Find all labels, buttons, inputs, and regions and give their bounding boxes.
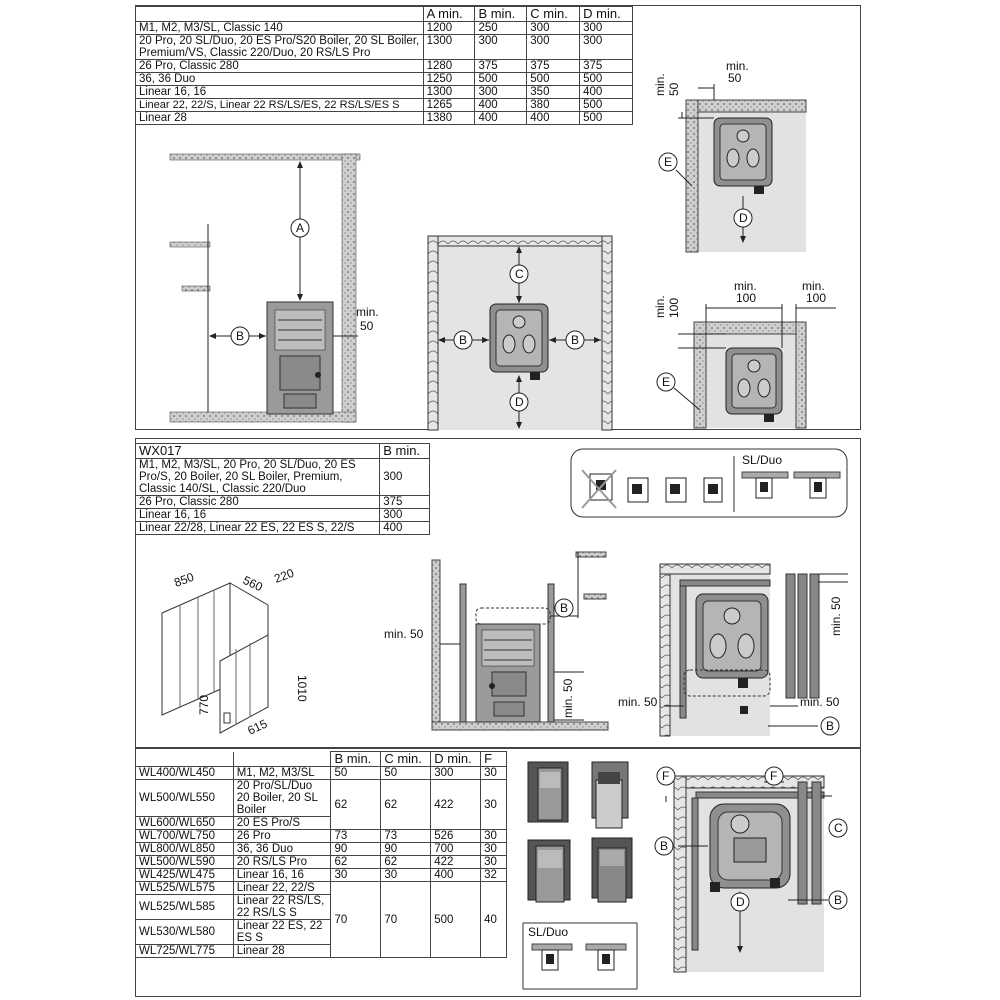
value-cell: 500: [580, 73, 633, 86]
table-header-row: [136, 752, 507, 767]
cover-strip-left: [680, 580, 686, 718]
value-cell: 1200: [423, 22, 475, 35]
value-cell: 375: [475, 60, 527, 73]
table-header-cell: WX017: [136, 444, 380, 459]
heater-stones: [598, 772, 620, 784]
value-cell: 73: [331, 830, 381, 843]
value-cell: 90: [381, 843, 431, 856]
heater-knob: [315, 372, 321, 378]
table-row: [136, 99, 633, 112]
label-F-left: F: [662, 769, 670, 783]
option-allowed-3: [704, 478, 722, 502]
table-header-cell: C min.: [527, 7, 580, 22]
value-cell: 1265: [423, 99, 475, 112]
value-cell: 1250: [423, 73, 475, 86]
min-a-text: min.: [653, 73, 667, 96]
value-cell: 62: [331, 856, 381, 869]
min-a-value: 50: [667, 82, 681, 96]
model-cell: Linear 28: [136, 112, 424, 125]
table-row: [136, 522, 430, 535]
heater-photos: [522, 754, 638, 914]
panel-cell: WL525/WL575: [136, 882, 234, 895]
value-cell: 300: [380, 459, 430, 496]
sl-duo-label: SL/Duo: [528, 925, 569, 939]
cover-panel-left: [460, 584, 466, 722]
value-cell: 1380: [423, 112, 475, 125]
table-row: [136, 882, 507, 895]
table-header-cell: B min.: [475, 7, 527, 22]
value-cell: 32: [481, 869, 507, 882]
dim-1010: 1010: [295, 675, 309, 702]
install-options-diagram: [570, 448, 850, 520]
wall-strip: [586, 944, 626, 950]
value-cell: 300: [527, 35, 580, 60]
panel-cell: WL600/WL650: [136, 817, 234, 830]
heater-stones: [540, 772, 560, 788]
clearance-table-wall-protection: [135, 751, 507, 958]
value-cell: 300: [380, 509, 430, 522]
label-C: C: [515, 267, 524, 281]
dim-220: 220: [272, 565, 296, 586]
min-50-right: min. 50: [800, 695, 840, 709]
min-a-value: 100: [667, 297, 681, 318]
heater-icon-body: [632, 484, 642, 494]
model-cell: 36, 36 Duo: [136, 73, 424, 86]
model-cell: Linear 22, 22/S: [233, 882, 331, 895]
min-c-value: 100: [806, 291, 827, 305]
min-b-text: min.: [726, 59, 749, 73]
heater-icon-body: [546, 954, 554, 964]
arrow-icon: [297, 294, 303, 301]
value-cell: 40: [481, 882, 507, 958]
model-cell: Linear 22/28, Linear 22 ES, 22 ES S, 22/S: [136, 522, 380, 535]
sl-duo-box: [522, 922, 642, 992]
table-row: [136, 35, 633, 60]
table-row: [136, 112, 633, 125]
heater-stones: [538, 850, 562, 868]
value-cell: 375: [580, 60, 633, 73]
model-cell: 20 Pro, 20 SL/Duo, 20 ES Pro/S20 Boiler, 20 SL Boiler, Premium/VS, Classic 220/Duo, 20 RS/LS Pro: [136, 35, 424, 60]
heater-element: [523, 335, 535, 353]
label-D: D: [739, 211, 748, 225]
heater-element: [503, 335, 515, 353]
heater-body: [596, 780, 622, 828]
value-cell: 250: [475, 22, 527, 35]
value-cell: 70: [381, 882, 431, 958]
table-header-row: [136, 444, 430, 459]
wall-top: [686, 100, 806, 112]
heater-element: [738, 634, 754, 658]
wall-strip: [794, 472, 840, 478]
side-panel: [810, 574, 819, 698]
value-cell: 30: [481, 767, 507, 780]
option-allowed-2: [666, 478, 686, 502]
corner-view-50-diagram: [650, 60, 810, 260]
model-cell: Linear 22, 22/S, Linear 22 RS/LS/ES, 22 RS/LS/ES S: [136, 99, 424, 112]
value-cell: 62: [381, 856, 431, 869]
corner-view-100-diagram: [650, 278, 840, 433]
value-cell: 500: [431, 882, 481, 958]
table-header-cell: B min.: [380, 444, 430, 459]
table-row: [136, 780, 507, 817]
table-row: [136, 73, 633, 86]
min-50-vert: min. 50: [829, 596, 843, 636]
label-E: E: [662, 375, 671, 389]
heater-stones: [482, 630, 534, 666]
model-cell: M1, M2, M3/SL: [233, 767, 331, 780]
value-cell: 526: [431, 830, 481, 843]
label-B-right: B: [834, 893, 843, 907]
label-B: B: [236, 329, 245, 343]
cover-panel-right: [548, 584, 554, 722]
heater-element: [748, 360, 760, 372]
wall-left: [674, 776, 686, 972]
value-cell: 400: [380, 522, 430, 535]
wall-left: [694, 322, 706, 428]
value-cell: 300: [431, 767, 481, 780]
label-D: D: [736, 895, 745, 909]
wall-left: [432, 560, 440, 730]
heater-foot: [530, 372, 540, 380]
label-B: B: [826, 719, 835, 733]
label-B-left: B: [459, 333, 468, 347]
panel-cell: WL725/WL775: [136, 945, 234, 958]
heater-icon-body: [814, 482, 822, 492]
value-cell: 375: [527, 60, 580, 73]
heater-stones: [600, 850, 624, 866]
bench-lower: [584, 594, 606, 599]
wall-left: [428, 236, 438, 430]
value-cell: 70: [331, 882, 381, 958]
value-cell: 500: [580, 112, 633, 125]
table-row: [136, 60, 633, 73]
model-cell: Linear 22 RS/LS, 22 RS/LS S: [233, 895, 331, 920]
clearance-table-heaters: [135, 6, 633, 125]
value-cell: 400: [580, 86, 633, 99]
min-a-text: min.: [653, 295, 667, 318]
model-cell: Linear 22 ES, 22 ES S: [233, 920, 331, 945]
panel-cell: WL500/WL590: [136, 856, 234, 869]
arrow-icon: [297, 161, 303, 168]
panel-cell: WL525/WL585: [136, 895, 234, 920]
side-panel: [798, 574, 807, 698]
heater-icon-body: [670, 484, 680, 494]
value-cell: 400: [475, 99, 527, 112]
value-cell: 400: [527, 112, 580, 125]
value-cell: 50: [331, 767, 381, 780]
bench-top: [170, 242, 210, 247]
table-header-cell: D min.: [580, 7, 633, 22]
panel-cell: WL425/WL475: [136, 869, 234, 882]
wall-top: [694, 322, 806, 334]
heater-door: [492, 672, 526, 696]
table-row: [136, 830, 507, 843]
model-cell: 20 RS/LS Pro: [233, 856, 331, 869]
table-header-row: [136, 7, 633, 22]
label-E: E: [664, 155, 673, 169]
dim-850: 850: [172, 569, 196, 590]
table-row: [136, 767, 507, 780]
model-cell: 26 Pro: [233, 830, 331, 843]
dim-770: 770: [197, 694, 211, 715]
ceiling: [170, 154, 360, 160]
value-cell: 50: [381, 767, 431, 780]
side-elevation-diagram: [160, 150, 390, 430]
min-value: 50: [360, 319, 374, 333]
heater-icon-body: [708, 484, 718, 494]
table-header-cell: A min.: [423, 7, 475, 22]
value-cell: 62: [381, 780, 431, 830]
value-cell: 30: [481, 843, 507, 856]
model-cell: 36, 36 Duo: [233, 843, 331, 856]
model-cell: 26 Pro, Classic 280: [136, 60, 424, 73]
value-cell: 73: [381, 830, 431, 843]
min-b-value: 100: [736, 291, 757, 305]
table-row: [136, 869, 507, 882]
arrow-icon: [209, 333, 216, 339]
value-cell: 700: [431, 843, 481, 856]
wall-strip: [742, 472, 788, 478]
table-header-cell: [233, 752, 331, 767]
wall: [342, 154, 356, 422]
top-view-diagram: [428, 236, 612, 430]
heater-element: [727, 149, 739, 167]
min-c-text: min.: [802, 279, 825, 293]
value-cell: 1300: [423, 86, 475, 99]
heater-foot: [754, 186, 764, 194]
table-header-cell: B min.: [331, 752, 381, 767]
wall-left: [686, 100, 698, 252]
heater-door: [280, 356, 320, 390]
label-B: B: [560, 601, 569, 615]
heater-foot: [764, 414, 774, 422]
heater-element: [747, 149, 759, 167]
heater-foot: [710, 882, 720, 892]
value-cell: 400: [431, 869, 481, 882]
value-cell: 30: [481, 830, 507, 843]
heater-element: [758, 379, 770, 397]
protection-panel-left: [692, 798, 698, 950]
value-cell: 500: [475, 73, 527, 86]
table-row: [136, 86, 633, 99]
label-A: A: [296, 221, 305, 235]
heater-element: [738, 379, 750, 397]
vent-slot: [224, 713, 230, 723]
table-header-cell: [136, 752, 234, 767]
arrow-icon: [259, 333, 266, 339]
panel-cell: WL500/WL550: [136, 780, 234, 817]
table-row: [136, 496, 430, 509]
heater-photo-4: [592, 838, 632, 902]
value-cell: 30: [481, 780, 507, 830]
heater-foot: [770, 878, 780, 888]
model-cell: Linear 16, 16: [136, 509, 380, 522]
value-cell: 300: [580, 22, 633, 35]
label-B-left: B: [660, 839, 669, 853]
value-cell: 400: [475, 112, 527, 125]
value-cell: 1280: [423, 60, 475, 73]
wall-protection-diagram: [648, 762, 854, 988]
label-F-right: F: [770, 769, 778, 783]
bench-top: [576, 552, 606, 557]
heater-foot: [740, 706, 748, 714]
dim-615: 615: [245, 716, 270, 738]
value-cell: 422: [431, 856, 481, 869]
wall-right: [796, 322, 806, 428]
table-row: [136, 856, 507, 869]
value-cell: 300: [475, 35, 527, 60]
wall-top: [660, 564, 770, 574]
panel-cell: WL700/WL750: [136, 830, 234, 843]
wall-strip: [532, 944, 572, 950]
heater-knob: [489, 683, 495, 689]
bench-lower: [182, 286, 210, 291]
clearance-table-wx017: [135, 443, 430, 535]
heater-element: [737, 130, 749, 142]
min-50-left: min. 50: [618, 695, 658, 709]
table-row: [136, 843, 507, 856]
table-header-cell: F: [481, 752, 507, 767]
value-cell: 30: [481, 856, 507, 869]
value-cell: 375: [380, 496, 430, 509]
value-cell: 500: [527, 73, 580, 86]
label-B-right: B: [571, 333, 580, 347]
heater-outline: [476, 608, 550, 624]
table-header-cell: C min.: [381, 752, 431, 767]
table-row: [136, 459, 430, 496]
model-cell: Linear 16, 16: [136, 86, 424, 99]
floor: [432, 722, 608, 730]
wall-top: [428, 236, 612, 246]
heater-element: [513, 316, 525, 328]
heater-ashbox: [494, 702, 524, 716]
value-cell: 90: [331, 843, 381, 856]
table-row: [136, 509, 430, 522]
value-cell: 30: [331, 869, 381, 882]
value-cell: 1300: [423, 35, 475, 60]
min-b-text: min.: [734, 279, 757, 293]
dim-560: 560: [240, 573, 265, 595]
model-cell: M1, M2, M3/SL, 20 Pro, 20 SL/Duo, 20 ES Pro/S, 20 Boiler, 20 SL Boiler, Premium, Classic 140/SL, Classic 220/Duo: [136, 459, 380, 496]
panel-cell: WL800/WL850: [136, 843, 234, 856]
heater-icon-body: [760, 482, 768, 492]
heater-foot: [738, 678, 748, 688]
value-cell: 350: [527, 86, 580, 99]
side-panel: [786, 574, 795, 698]
heater-element: [710, 634, 726, 658]
model-cell: 26 Pro, Classic 280: [136, 496, 380, 509]
model-cell: Linear 28: [233, 945, 331, 958]
cover-strip-top: [680, 580, 770, 586]
table-row: [136, 22, 633, 35]
heater-photo-2: [592, 762, 628, 828]
min-text: min.: [356, 305, 379, 319]
value-cell: 500: [580, 99, 633, 112]
value-cell: 422: [431, 780, 481, 830]
value-cell: 30: [381, 869, 431, 882]
heater-element: [734, 838, 766, 862]
panel-cell: WL400/WL450: [136, 767, 234, 780]
heater-icon-body: [602, 954, 610, 964]
table-header-cell: D min.: [431, 752, 481, 767]
top-view-cover-diagram: [612, 560, 852, 742]
value-cell: 62: [331, 780, 381, 830]
min-b-value: 50: [728, 71, 742, 85]
wall-right: [602, 236, 612, 430]
min-50-vert: min. 50: [561, 678, 575, 718]
wall-left: [660, 564, 670, 736]
heater-element: [731, 815, 749, 833]
side-panel: [812, 782, 821, 904]
heater-photo-1: [528, 762, 568, 822]
model-cell: Linear 16, 16: [233, 869, 331, 882]
heater-element: [724, 608, 740, 624]
model-cell: 20 Pro/SL/Duo 20 Boiler, 20 SL Boiler: [233, 780, 331, 817]
table-header-cell: [136, 7, 424, 22]
value-cell: 300: [475, 86, 527, 99]
label-D: D: [515, 395, 524, 409]
label-C: C: [834, 821, 843, 835]
panel-cell: WL530/WL580: [136, 920, 234, 945]
sl-duo-label: SL/Duo: [742, 453, 783, 467]
option-allowed-1: [628, 478, 648, 502]
side-panel: [798, 782, 807, 904]
value-cell: 380: [527, 99, 580, 112]
model-cell: 20 ES Pro/S: [233, 817, 331, 830]
min-50-left: min. 50: [384, 627, 424, 641]
model-cell: M1, M2, M3/SL, Classic 140: [136, 22, 424, 35]
protection-cover-diagram: [150, 565, 320, 745]
side-view-cover-diagram: [380, 548, 612, 738]
heater-ashbox: [284, 394, 316, 408]
value-cell: 300: [527, 22, 580, 35]
heater-photo-3: [528, 840, 570, 902]
value-cell: 300: [580, 35, 633, 60]
